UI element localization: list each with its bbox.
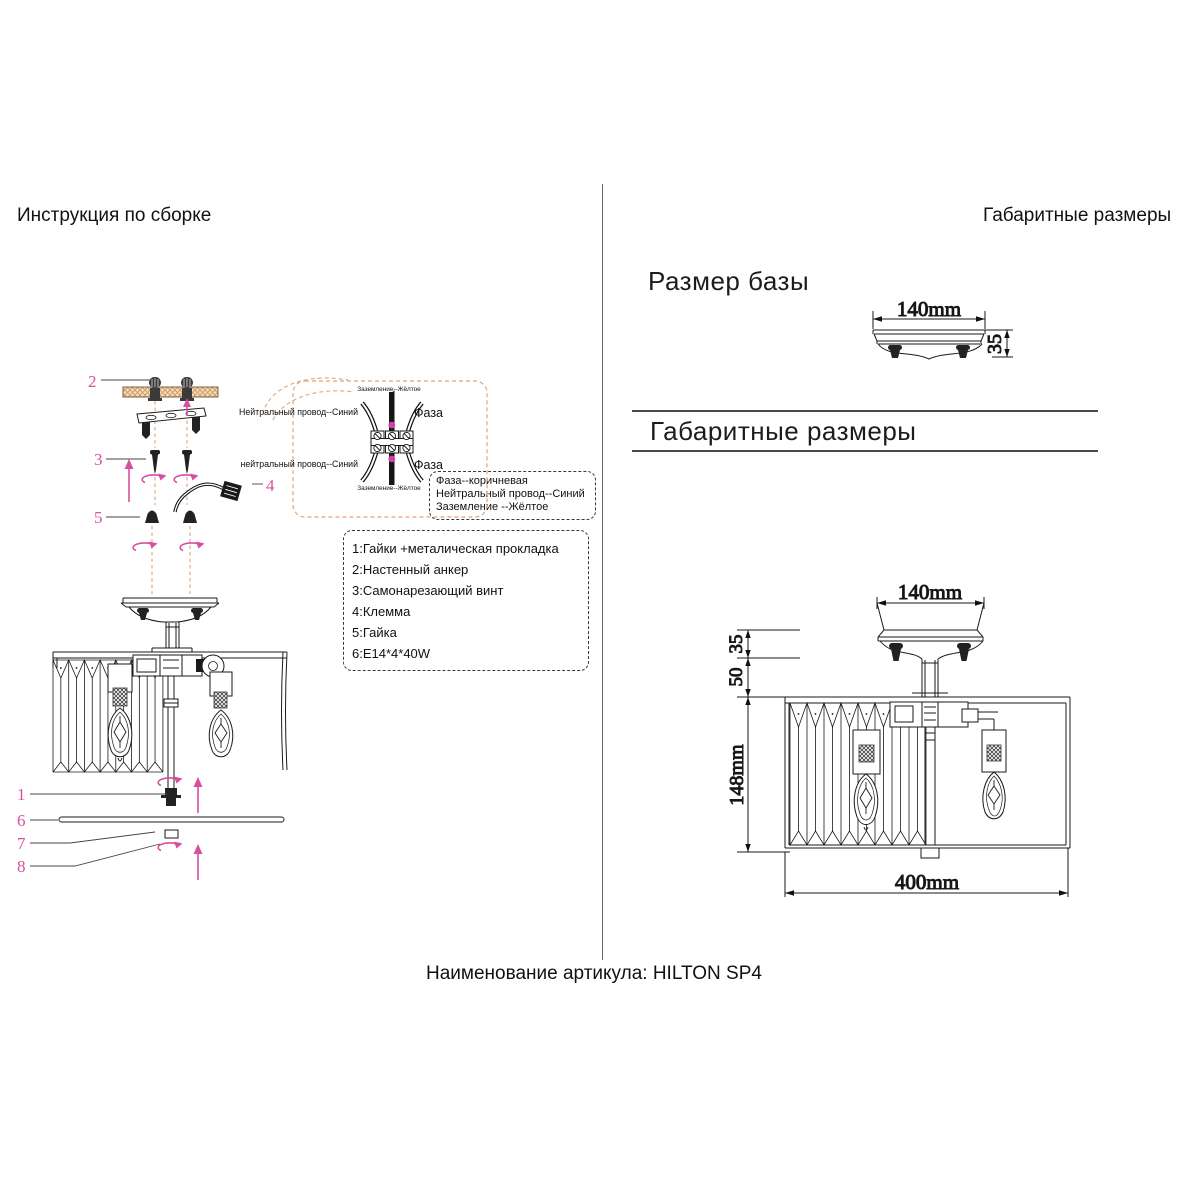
junction-marker [388, 456, 395, 463]
canopy-drawing [121, 598, 219, 652]
retainer-piece [165, 830, 178, 838]
glass-diffuser-plate [59, 817, 284, 822]
ground-label-bottom: Заземление--Жёлтое [357, 485, 421, 492]
parts-item-4: 4:Клемма [352, 604, 411, 619]
callout-1: 1 [17, 785, 26, 804]
neutral-label-bottom: нейтральный провод--Синий [240, 459, 358, 469]
phase-label-bottom: Фаза [414, 458, 443, 472]
terminal-block [371, 431, 413, 453]
bulb-left-right-drawing [853, 730, 880, 830]
callout-5: 5 [94, 508, 103, 527]
base-dimension-drawing [873, 297, 1013, 359]
callout-leaders [30, 380, 263, 866]
canopy-width-dim: 140mm [897, 580, 963, 604]
rotate-arrow-icon [158, 842, 182, 851]
base-height-dim: 35 [984, 334, 1006, 354]
callout-2: 2 [88, 372, 97, 391]
bulb-right-right-drawing [982, 730, 1006, 819]
neutral-label-top: Нейтральный провод--Синий [239, 407, 358, 417]
body-width-dim: 400mm [894, 870, 960, 894]
gearbox-housing-right [890, 702, 998, 730]
parts-item-3: 3:Самонарезающий винт [352, 583, 504, 598]
overall-size-heading: Габаритные размеры [650, 416, 917, 446]
stem-drop-dim: 50 [726, 667, 747, 687]
parts-item-6: 6:E14*4*40W [352, 646, 431, 661]
base-size-heading: Размер базы [648, 266, 810, 296]
bulb-left [108, 664, 132, 761]
rotate-arrow-icon [142, 474, 166, 483]
callout-4: 4 [266, 476, 275, 495]
parts-item-5: 5:Гайка [352, 625, 397, 640]
canopy-offset-dim: 35 [726, 634, 747, 654]
wall-anchor-icon [180, 377, 194, 401]
page-title-right: Габаритные размеры [983, 205, 1172, 226]
callout-7: 7 [17, 834, 26, 853]
rotate-arrow-icon [133, 542, 157, 551]
ceiling-anchor-group [123, 377, 218, 401]
screw-icon [150, 450, 192, 474]
legend-line-phase: Фаза--коричневая [436, 475, 528, 487]
terminal-connector [175, 481, 242, 512]
center-rod-assembly [161, 676, 181, 806]
legend-line-neutral: Нейтральный провод--Синий [436, 488, 585, 501]
rotate-arrow-icon [180, 542, 204, 551]
rotate-arrow-icon [158, 777, 182, 786]
wiring-diagram [239, 378, 487, 517]
callout-8: 8 [17, 857, 26, 876]
wall-anchor-icon [148, 377, 162, 401]
base-width-dim: 140mm [896, 297, 962, 321]
callout-3: 3 [94, 450, 103, 469]
legend-line-ground: Заземление --Жёлтое [436, 501, 549, 514]
nut-icon [145, 511, 197, 524]
phase-label-top: Фаза [414, 406, 443, 420]
page-title-left: Инструкция по сборке [17, 205, 212, 226]
junction-marker [388, 422, 395, 429]
assembly-arrows [125, 398, 203, 880]
article-name: Наименование артикула: HILTON SP4 [426, 963, 762, 984]
rotate-arrow-icon [174, 474, 198, 483]
body-height-dim: 148mm [726, 744, 748, 806]
ground-label-top: Заземление--Жёлтое [357, 386, 421, 393]
bulb-right [209, 672, 233, 757]
mounting-bracket [137, 408, 206, 439]
assembly-diagram [17, 372, 287, 880]
overall-dimension-drawing [726, 580, 1070, 897]
parts-item-1: 1:Гайки +металическая прокладка [352, 541, 559, 556]
callout-6: 6 [17, 811, 26, 830]
parts-item-2: 2:Настенный анкер [352, 562, 469, 577]
